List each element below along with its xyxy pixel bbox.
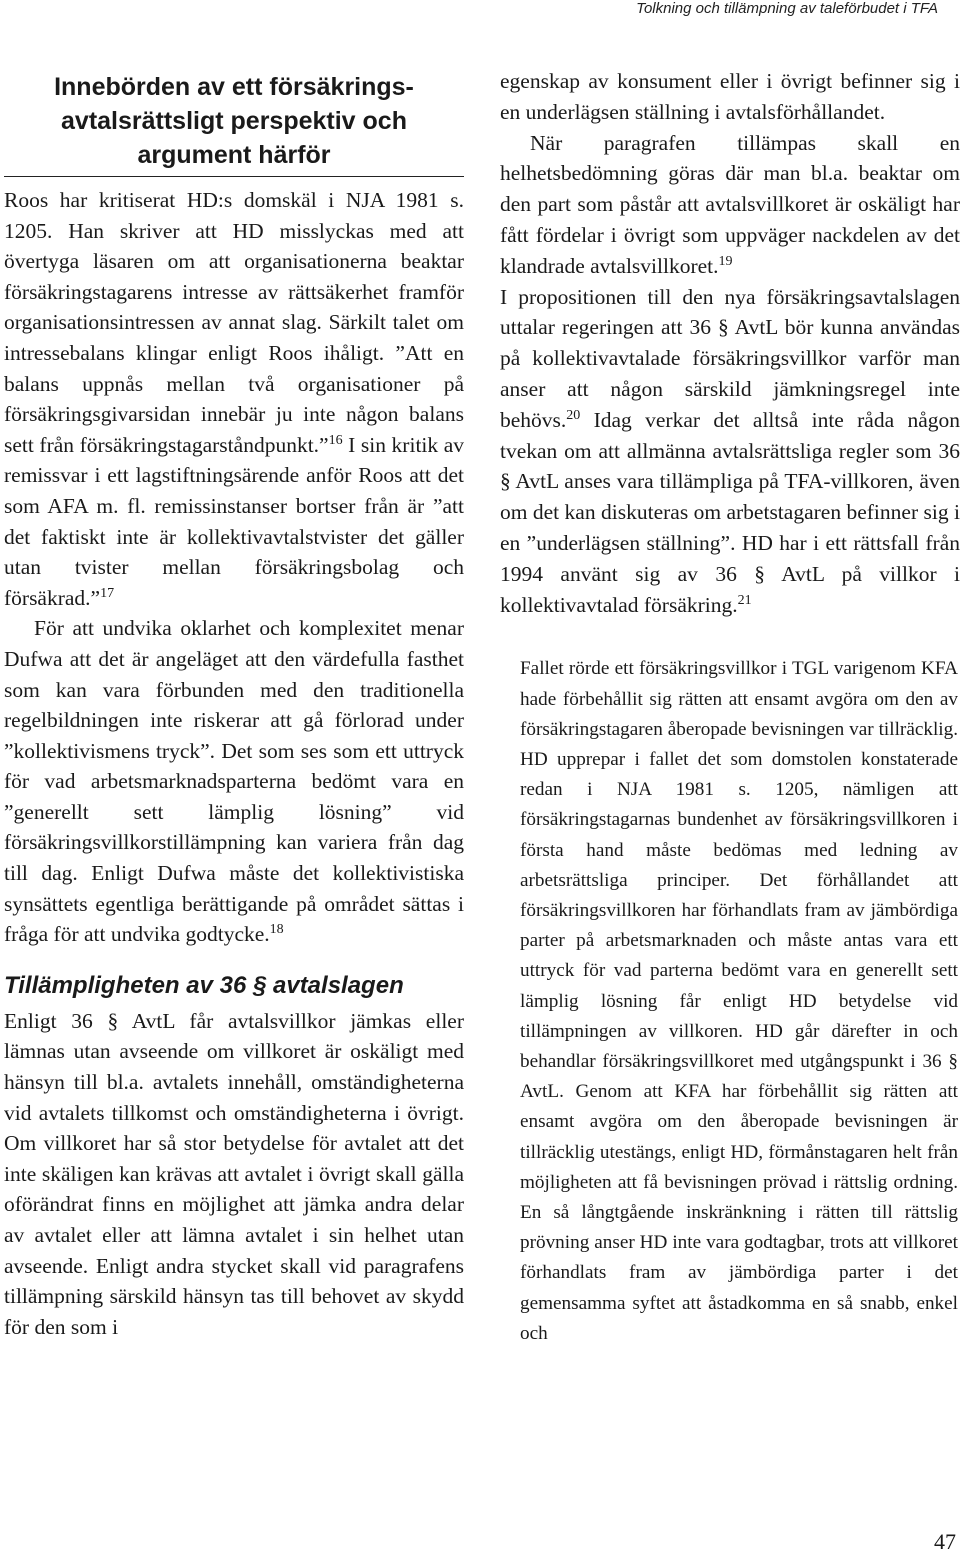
paragraph-roos	[4, 185, 464, 613]
running-header: Tolkning och tillämpning av taleförbudet i TFA	[636, 0, 938, 17]
section-heading	[4, 70, 464, 177]
paragraph-text: Idag verkar det alltså inte råda någon tvekan om att allmänna avtalsrättsliga regler som 36 § AvtL anses vara tillämpliga på TFA-villkoren, även om det kan diskuteras om arbetstagaren befinner sig i en ”underlägsen ställning”. HD har i ett rättsfall från 1994 använt sig av 36 § AvtL på villkor i kollektivavtalad försäkring.	[500, 407, 960, 617]
paragraph-text: Enligt 36 § AvtL får avtalsvillkor jämkas eller lämnas utan avseende om villkoret är oskäligt med hänsyn till bl.a. avtalets innehåll, omständigheterna vid avtalets tillkomst och omständigheterna i övrigt. Om villkoret har så stor betydelse för avtalet att det inte skäligen kan krävas att avtalet i övrigt skall gälla oförändrat finns en möjlighet att jämka andra delar av avtalet eller att lämna avtalet i sin helhet utan avseende. Enligt andra stycket skall vid paragrafens tillämpning särskild hänsyn tas till behovet av skydd för den som i	[4, 1008, 464, 1339]
right-column	[500, 66, 960, 1349]
case-summary-box: Fallet rörde ett försäkringsvillkor i TGL varigenom KFA hade förbehållit sig rätten att ensamt avgöra om den av försäkringstagaren åberopade bevisningen var tillräcklig. HD upprepar i fallet det som domstolen konstaterade redan i NJA 1981 s. 1205, nämligen att försäkringstagarnas bundenhet av försäkringsvillkoren i första hand måste bedömas med ledning av arbetsrättsliga principer. Det förhållandet att försäkringsvillkoren har förhandlats fram av jämbördiga parter på arbetsmarknaden och måste antas vara ett uttryck för vad parterna bedömt vara en generellt sett lämplig lösning får enligt HD betydelse vid tillämpningen av villkoren. HD går därefter in och behandlar försäkringsvillkoret med utgångspunkt i 36 § AvtL. Genom att KFA har förbehållit sig rätten att ensamt avgöra om den åberopade bevisningen är tillräcklig utestängs, enligt HD, förmånstagaren helt från möjligheten att få bevisningen prövad i rättslig ordning. En så långtgående inskränkning i rätten till rättslig prövning anser HD inte vara godtagbar, trots att villkoret förhandlats fram av jämbördiga parter i det gemensamma syftet att åstadkomma en så snabb, enkel och	[520, 658, 958, 1344]
paragraph-dufwa	[4, 613, 464, 950]
paragraph-helhetsbedomning	[500, 128, 960, 282]
footnote-ref: 17	[100, 585, 115, 601]
paragraph-text: Roos har kritiserat HD:s domskäl i NJA 1981 s. 1205. Han skriver att HD misslyckas med att övertyga läsaren om att organisationerna beaktar försäkringstagarens intresse av rättsäkerhet framför organisationsintressen av annat slag. Särkilt talet om intressebalans klingar enligt Roos ihåligt. ”Att en balans uppnås mellan två organisationer på försäkringsgivarsidan innebär ju inte någon balans sett från försäkringstagarståndpunkt.”	[4, 188, 464, 457]
paragraph-text: För att undvika oklarhet och komplexitet menar Dufwa att det är angeläget att den värdefulla fasthet som kan vara förbunden med den traditionella regelbildningen inte riskerar att gå förlorad under ”kollektivismens tryck”. Det som ses som ett uttryck för vad arbetsmarknadsparterna bedömt vara en ”generellt sett lämplig lösning” vid försäkringsvillkorstillämpning kan variera från dag till dag. Enligt Dufwa måste det kollektivistiska synsättets egentliga berättigande på området sättas i fråga för att undvika godtycke.	[4, 616, 464, 947]
section-heading-line: argument härför	[137, 141, 331, 169]
footnote-ref: 19	[718, 253, 733, 269]
page-number: 47	[934, 1529, 956, 1554]
paragraph-text: I propositionen till den nya försäkringsavtalslagen uttalar regeringen att 36 § AvtL bör kunna användas på kollektivavtalade försäkringsvillkor varför man anser att någon särskild jämkningsregel inte behövs.	[500, 284, 960, 432]
footnote-ref: 21	[737, 592, 752, 608]
left-column	[4, 70, 464, 1342]
paragraph-text: I sin kritik av remissvar i ett lagstiftningsärende anför Roos att det som AFA m. fl. remissinstanser bortser från är ”att det faktiskt inte är kollektivavtalstvister det gäller utan tvister mellan försäkringsbolag och försäkrad.”	[4, 432, 464, 610]
section-heading-line: Innebörden av ett försäkrings-	[54, 73, 414, 101]
paragraph-36-avtl	[4, 1006, 464, 1343]
paragraph-propositionen	[500, 282, 960, 621]
footnote-ref: 18	[269, 922, 284, 938]
paragraph-text: egenskap av konsument eller i övrigt befinner sig i en underlägsen ställning i avtalsförhållandet.	[500, 69, 960, 124]
paragraph-text: När paragrafen tillämpas skall en helhetsbedömning göras där man bl.a. beaktar om den part som påstår att avtalsvillkoret är oskäligt har fått fördelar i övrigt som uppväger nackdelen av det klandrade avtalsvillkoret.	[500, 130, 960, 278]
footnote-ref: 16	[328, 432, 343, 448]
subsection-heading: Tillämpligheten av 36 § avtalslagen	[4, 971, 404, 999]
footnote-ref: 20	[566, 407, 581, 423]
paragraph-continuation	[500, 66, 960, 128]
section-heading-line: avtalsrättsligt perspektiv och	[61, 107, 407, 135]
